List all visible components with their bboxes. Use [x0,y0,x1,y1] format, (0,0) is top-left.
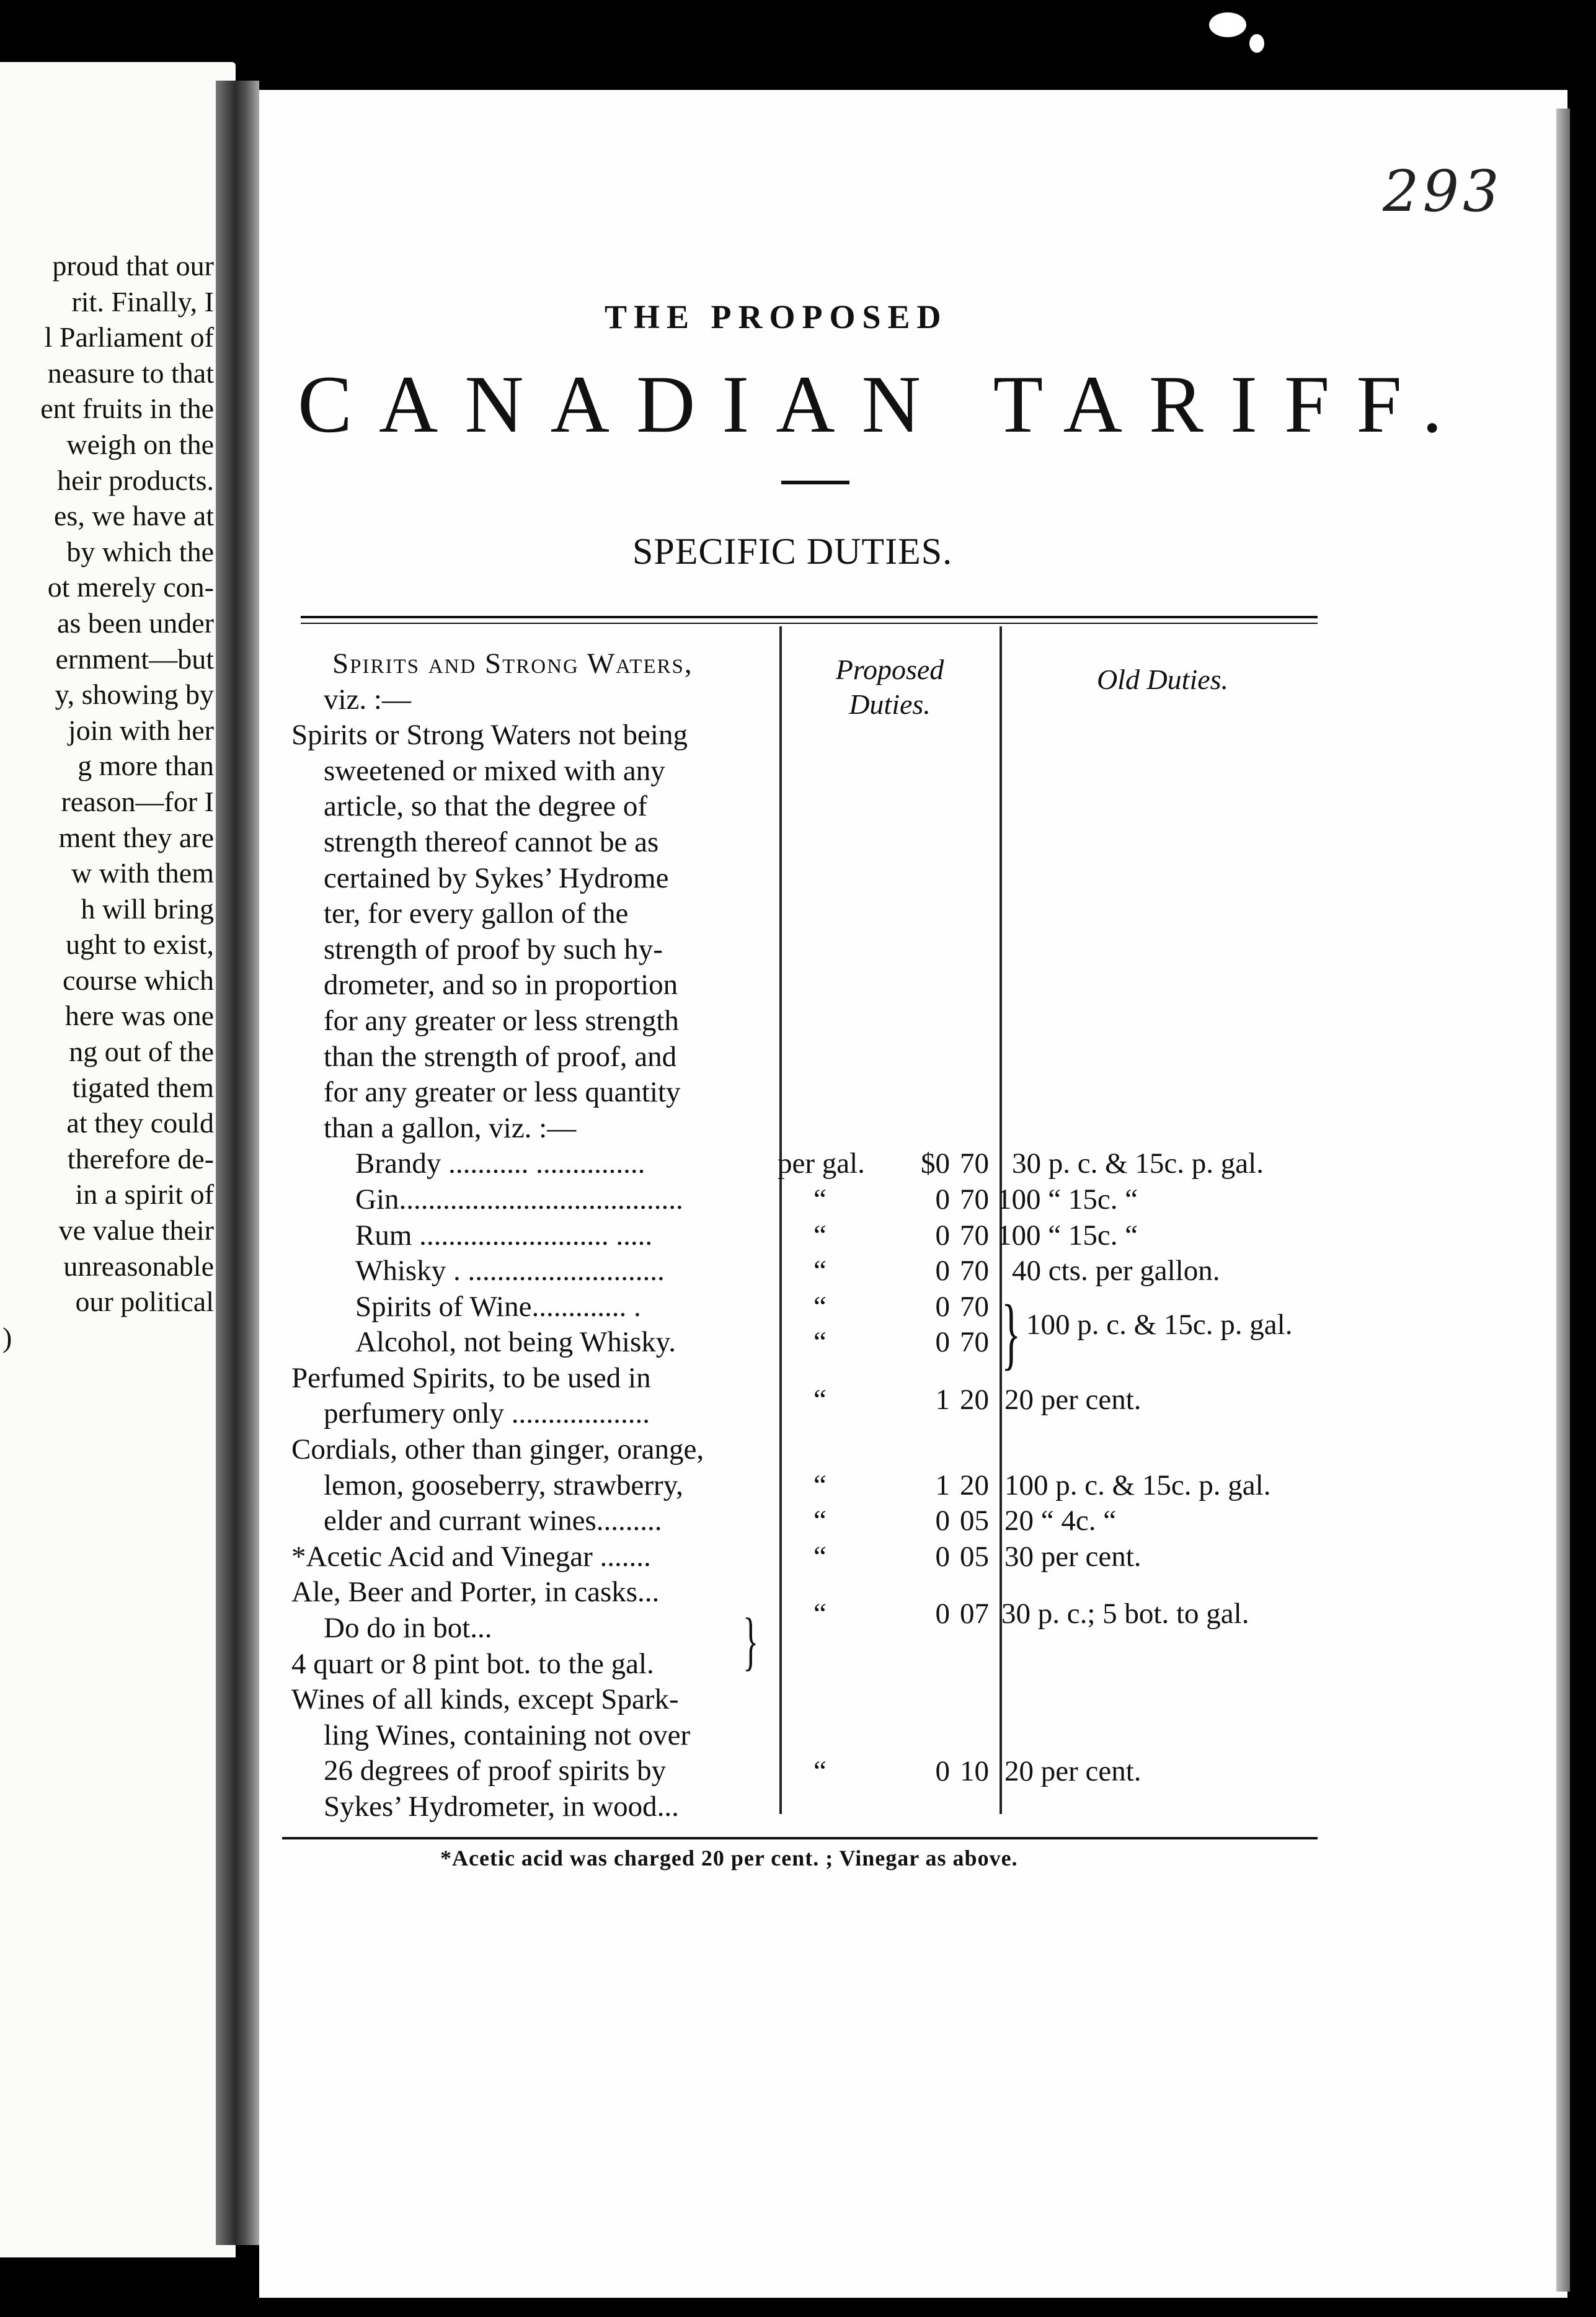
left-page-line: as been under [57,607,214,639]
item-line: *Acetic Acid and Vinegar ....... [291,1540,651,1573]
left-page-line: l Parliament of [44,321,214,354]
unit-cell: “ [814,1598,827,1630]
left-page-line: rit. Finally, I [71,285,214,318]
left-page-line: join with her [68,714,214,746]
item-line: ling Wines, containing not over [324,1719,691,1751]
item-line: lemon, gooseberry, strawberry, [324,1469,683,1501]
left-page-line: es, we have at [54,500,214,532]
item-line: Whisky . ........................... [355,1255,665,1287]
description-line: certained by Sykes’ Hydrome [324,861,669,894]
proposed-dollars: 0 [935,1183,950,1216]
unit-cell: “ [814,1326,827,1359]
proposed-dollars: 0 [935,1754,950,1787]
proposed-cents: 20 [960,1383,989,1416]
section-title: SPECIFIC DUTIES. [632,531,953,572]
proposed-cents: 70 [960,1219,989,1252]
description-line: for any greater or less quantity [324,1076,681,1109]
old-duty: 30 p. c.; 5 bot. to gal. [1001,1598,1249,1630]
left-page-line: g more than [78,750,214,782]
old-duty: 20 “ 4c. “ [1004,1505,1117,1537]
brace-spirits-alcohol: } [1001,1289,1021,1378]
item-line: 26 degrees of proof spirits by [324,1754,667,1787]
left-page-line: in a spirit of [75,1178,214,1211]
left-page-line: weigh on the [66,428,214,460]
proposed-header-line: Proposed [835,654,944,685]
proposed-dollars: 0 [935,1505,950,1537]
item-line: elder and currant wines......... [324,1505,662,1537]
old-duty: 100 “ 15c. “ [997,1183,1138,1216]
proposed-cents: 70 [960,1255,989,1287]
proposed-cents: 70 [960,1147,989,1180]
item-line: Spirits of Wine............. . [355,1290,641,1323]
left-page-line: course which [63,964,214,996]
left-page-line: neasure to that [47,357,214,389]
left-page-line: ent fruits in the [40,393,214,425]
left-page-text [0,248,214,1355]
left-page-line: w with them [71,857,214,889]
proposed-dollars: 1 [935,1383,950,1416]
left-page-line: y, showing by [55,678,214,711]
proposed-cents: 70 [960,1290,989,1323]
brace-bottled: } [743,1604,759,1677]
table-heading: Spirits and Strong Waters, [332,647,693,680]
proposed-dollars: $0 [921,1147,950,1180]
left-page-line: therefore de- [67,1142,214,1175]
left-page-line: ve value their [58,1214,214,1247]
item-line: Cordials, other than ginger, orange, [291,1433,704,1466]
dust-speck [1249,34,1264,53]
unit-cell: “ [814,1183,827,1216]
page-title: CANADIAN TARIFF. [298,358,1470,450]
page-edge-shadow [1556,109,1570,2292]
kicker: THE PROPOSED [605,298,948,336]
old-duty: 30 per cent. [1004,1541,1142,1573]
proposed-duties-header [784,652,995,722]
left-page-line: h will bring [81,892,214,925]
left-page-line: tigated them [72,1071,214,1103]
left-page-line: heir products. [57,464,214,496]
item-line: Gin....................................... [355,1183,683,1216]
item-line: 4 quart or 8 pint bot. to the gal. [291,1647,654,1680]
table-bottom-rule [282,1837,1318,1839]
left-page-line: ught to exist, [66,928,214,961]
left-page-line: ot merely con- [47,571,214,603]
description-line: sweetened or mixed with any [324,754,665,787]
item-line: Wines of all kinds, except Spark- [291,1683,679,1716]
unit-cell: “ [814,1541,827,1573]
unit-cell: “ [814,1383,827,1416]
unit-cell: “ [814,1255,827,1287]
old-duty: 40 cts. per gallon. [1012,1255,1220,1287]
unit-cell: “ [814,1290,827,1323]
page-number: 293 [1383,158,1503,225]
proposed-cents: 05 [960,1505,989,1537]
proposed-cents: 07 [960,1598,989,1630]
table-top-rule [301,616,1318,618]
book-spine-shadow [216,81,259,2245]
description-line: than the strength of proof, and [324,1040,677,1073]
title-rule [781,481,849,484]
left-page-line: at they could [66,1107,214,1139]
old-duty: 100 p. c. & 15c. p. gal. [1004,1469,1271,1501]
description-line: strength thereof cannot be as [324,825,659,858]
unit-cell: “ [814,1754,827,1787]
description-line: drometer, and so in proportion [324,969,678,1002]
table-top-rule [301,623,1318,624]
proposed-cents: 70 [960,1326,989,1359]
proposed-cents: 10 [960,1754,989,1787]
old-duty: 100 p. c. & 15c. p. gal. [1026,1308,1293,1341]
unit-cell: “ [814,1469,827,1501]
description-line: than a gallon, viz. :— [324,1111,577,1144]
item-line: Sykes’ Hydrometer, in wood... [324,1790,679,1823]
old-duty: 30 p. c. & 15c. p. gal. [1012,1147,1264,1180]
item-line: Perfumed Spirits, to be used in [291,1361,651,1394]
description-line: viz. :— [324,683,411,716]
item-line: perfumery only ................... [324,1397,650,1430]
item-line: Alcohol, not being Whisky. [355,1326,676,1359]
unit-cell: “ [814,1219,827,1252]
left-page-line: unreasonable [63,1250,214,1282]
item-line: Ale, Beer and Porter, in casks... [291,1576,660,1609]
description-line: strength of proof by such hy- [324,933,663,966]
proposed-cents: 70 [960,1183,989,1216]
proposed-cents: 20 [960,1469,989,1501]
old-duties-header: Old Duties. [1096,664,1229,695]
left-page-line: ernment—but [55,643,214,675]
description-line: article, so that the degree of [324,790,647,823]
item-line: Brandy ........... ............... [355,1147,645,1180]
description-line: Spirits or Strong Waters not being [291,719,688,752]
item-line: Do do in bot... [324,1612,492,1645]
old-duty: 100 “ 15c. “ [997,1219,1138,1252]
left-page-line: here was one [64,1000,214,1032]
item-line: Rum .......................... ..... [355,1219,653,1252]
dust-speck [1209,12,1246,37]
proposed-dollars: 0 [935,1290,950,1323]
left-page-line: proud that our [52,250,214,282]
left-page-line: by which the [66,535,214,567]
unit-cell: “ [814,1505,827,1537]
unit-cell: per gal. [778,1147,865,1180]
table-description [291,646,781,1825]
proposed-cents: 05 [960,1541,989,1573]
left-page-line: reason—for I [61,785,214,817]
proposed-header-line: Duties. [849,688,931,720]
old-duty: 20 per cent. [1004,1754,1142,1787]
footnote: *Acetic acid was charged 20 per cent. ; Vinegar as above. [440,1846,1018,1870]
old-duty: 20 per cent. [1004,1383,1142,1416]
proposed-dollars: 1 [935,1469,950,1501]
proposed-dollars: 0 [935,1326,950,1359]
proposed-dollars: 0 [935,1541,950,1573]
proposed-dollars: 0 [935,1219,950,1252]
left-page-line: our political [75,1286,214,1318]
proposed-dollars: 0 [935,1255,950,1287]
left-page-line: ment they are [58,821,214,853]
description-line: for any greater or less strength [324,1004,679,1037]
left-page-line: ) [2,1321,12,1353]
left-page-line: ng out of the [69,1036,214,1068]
proposed-dollars: 0 [935,1598,950,1630]
description-line: ter, for every gallon of the [324,897,629,930]
